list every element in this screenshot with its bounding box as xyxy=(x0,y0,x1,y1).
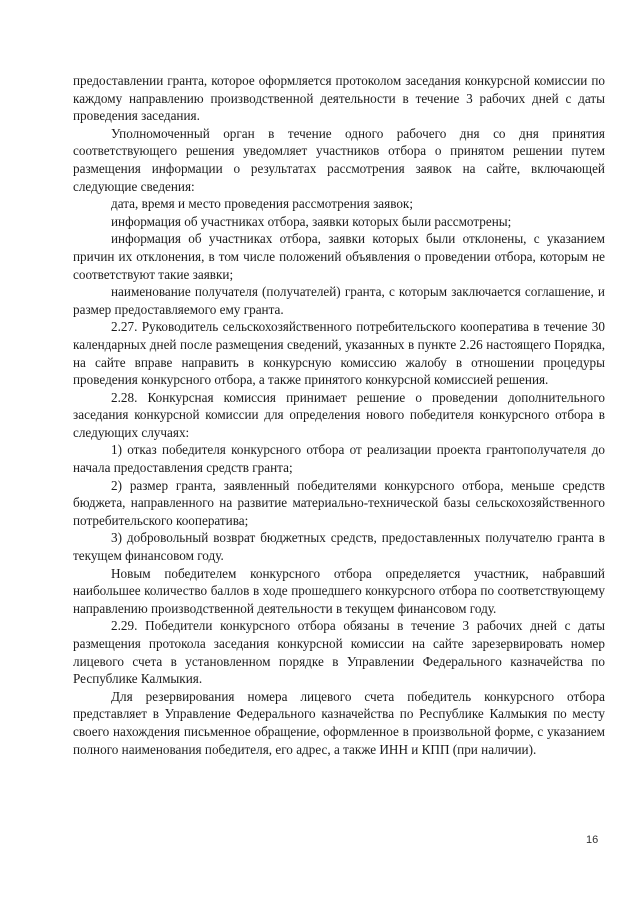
paragraph-4: информация об участниках отбора, заявки которых были рассмотрены; xyxy=(111,213,512,229)
paragraph-2: Уполномоченный орган в течение одного рабочего дня со дня принятия соответствующего решения уведомляет участников отбора о принятом решении путем размещения информации о результатах рассмотрения заявок на сайте, включающей следующие сведения: xyxy=(73,125,605,194)
paragraph-8: 2.28. Конкурсная комиссия принимает решение о проведении дополнительного заседания конкурсной комиссии для определения нового победителя конкурсного отбора в следующих случаях: xyxy=(73,389,605,440)
paragraph-7: 2.27. Руководитель сельскохозяйственного потребительского кооператива в течение 30 календарных дней после размещения сведений, указанных в пункте 2.26 настоящего Порядка, на сайте вправе направить в конкурсную комиссию жалобу в отношении процедуры проведения конкурсного отбора, а также принятого конкурсной комиссией решения. xyxy=(73,319,605,388)
paragraph-11: 3) добровольный возврат бюджетных средств, предоставленных получателю гранта в текущем финансовом году. xyxy=(73,530,605,564)
paragraph-5: информация об участниках отбора, заявки которых были отклонены, с указанием причин их отклонения, в том числе положений объявления о проведении отбора, которым не соответствуют такие заявки; xyxy=(73,231,605,282)
paragraph-3: дата, время и место проведения рассмотрения заявок; xyxy=(111,196,413,212)
paragraph-14: Для резервирования номера лицевого счета победитель конкурсного отбора представляет в Управление Федерального казначейства по Республике Калмыкия по месту своего нахождения письменное обращение, оформленное в произвольной форме, с указанием полного наименования победителя, его адрес, а также ИНН и КПП (при наличии). xyxy=(73,688,605,757)
page-number: 16 xyxy=(586,834,599,846)
paragraph-13: 2.29. Победители конкурсного отбора обязаны в течение 3 рабочих дней с даты размещения протокола заседания конкурсной комиссии на сайте зарезервировать номер лицевого счета в установленном порядке в Управлении Федерального казначейства по Республике Калмыкия. xyxy=(73,618,605,687)
paragraph-9: 1) отказ победителя конкурсного отбора от реализации проекта грантополучателя до начала предоставления средств гранта; xyxy=(73,442,605,476)
paragraph-1: предоставлении гранта, которое оформляется протоколом заседания конкурсной комиссии по каждому направлению производственной деятельности в течение 3 рабочих дней с даты проведения заседания. xyxy=(73,73,605,124)
paragraph-10: 2) размер гранта, заявленный победителями конкурсного отбора, меньше средств бюджета, направленного на развитие материально-технической базы сельскохозяйственного потребительского кооператива; xyxy=(73,477,605,528)
paragraph-12: Новым победителем конкурсного отбора определяется участник, набравший наибольшее количество баллов в ходе прошедшего конкурсного отбора по соответствующему направлению производственной деятельности в текущем финансовом году. xyxy=(73,565,605,616)
paragraph-6: наименование получателя (получателей) гранта, с которым заключается соглашение, и размер предоставляемого ему гранта. xyxy=(73,284,605,317)
document-body xyxy=(73,72,605,758)
